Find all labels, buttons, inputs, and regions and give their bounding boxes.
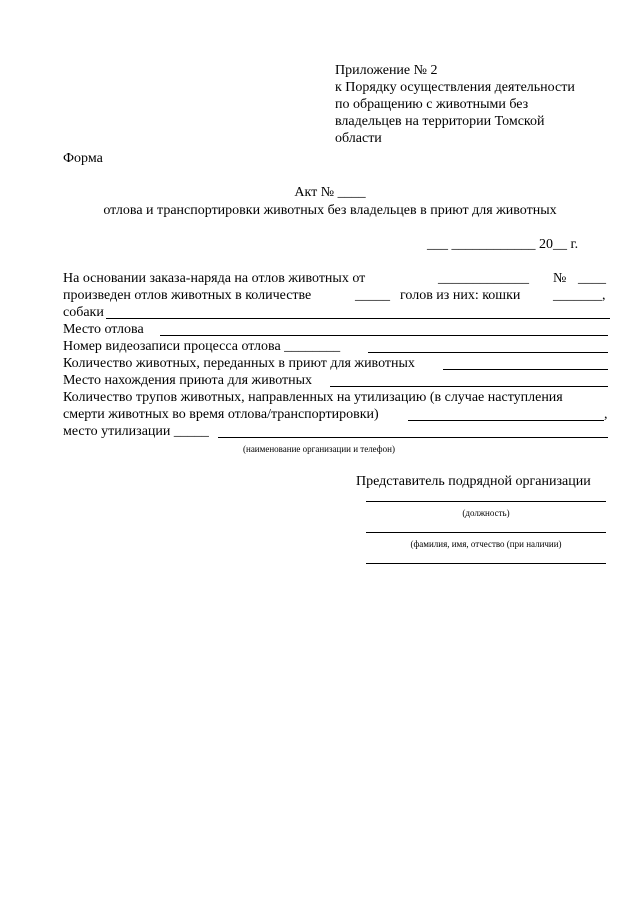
- act-date: ___ ____________ 20__ г.: [427, 237, 579, 252]
- appendix-line-4: владельцев на территории Томской: [335, 114, 545, 129]
- order-number-blank[interactable]: ____: [578, 271, 606, 286]
- form-label: Форма: [63, 151, 103, 166]
- place-label: Место отлова: [63, 322, 144, 337]
- cats-text: голов из них: кошки: [400, 288, 521, 303]
- cats-blank[interactable]: _______,: [553, 288, 606, 303]
- position-line[interactable]: [366, 501, 606, 502]
- name-line[interactable]: [366, 532, 606, 533]
- appendix-line-3: по обращению с животными без: [335, 97, 529, 112]
- transferred-line[interactable]: [443, 369, 608, 370]
- appendix-line-1: Приложение № 2: [335, 63, 438, 78]
- dogs-line[interactable]: [106, 318, 610, 319]
- shelter-line[interactable]: [330, 386, 608, 387]
- appendix-line-2: к Порядку осуществления деятельности: [335, 80, 575, 95]
- count-text: произведен отлов животных в количестве: [63, 288, 312, 303]
- count-blank[interactable]: _____: [355, 288, 390, 303]
- disposal-label: место утилизации _____: [63, 424, 209, 439]
- dogs-label: собаки: [63, 305, 104, 320]
- position-hint: (должность): [462, 508, 510, 518]
- name-hint: (фамилия, имя, отчество (при наличии): [410, 539, 562, 549]
- appendix-header: [335, 62, 605, 147]
- number-sign: №: [553, 271, 567, 286]
- appendix-line-5: области: [335, 131, 382, 146]
- place-line[interactable]: [160, 335, 608, 336]
- video-label: Номер видеозаписи процесса отлова ________: [63, 339, 341, 354]
- order-date-blank[interactable]: _____________: [438, 271, 529, 286]
- basis-text: На основании заказа-наряда на отлов животных от: [63, 271, 366, 286]
- corpses-line[interactable]: [408, 420, 604, 421]
- signature-title: Представитель подрядной организации: [356, 474, 591, 489]
- corpses-comma: ,: [604, 407, 608, 422]
- video-line[interactable]: [368, 352, 608, 353]
- disposal-line[interactable]: [218, 437, 608, 438]
- disposal-hint: (наименование организации и телефон): [243, 444, 395, 454]
- act-subtitle: отлова и транспортировки животных без владельцев в приют для животных: [103, 203, 557, 218]
- corpses-label-2: смерти животных во время отлова/транспортировки): [63, 407, 379, 422]
- corpses-label-1: Количество трупов животных, направленных на утилизацию (в случае наступления: [63, 390, 563, 405]
- signature-line[interactable]: [366, 563, 606, 564]
- transferred-label: Количество животных, переданных в приют для животных: [63, 356, 415, 371]
- shelter-label: Место нахождения приюта для животных: [63, 373, 313, 388]
- act-title: Акт № ____: [294, 185, 366, 200]
